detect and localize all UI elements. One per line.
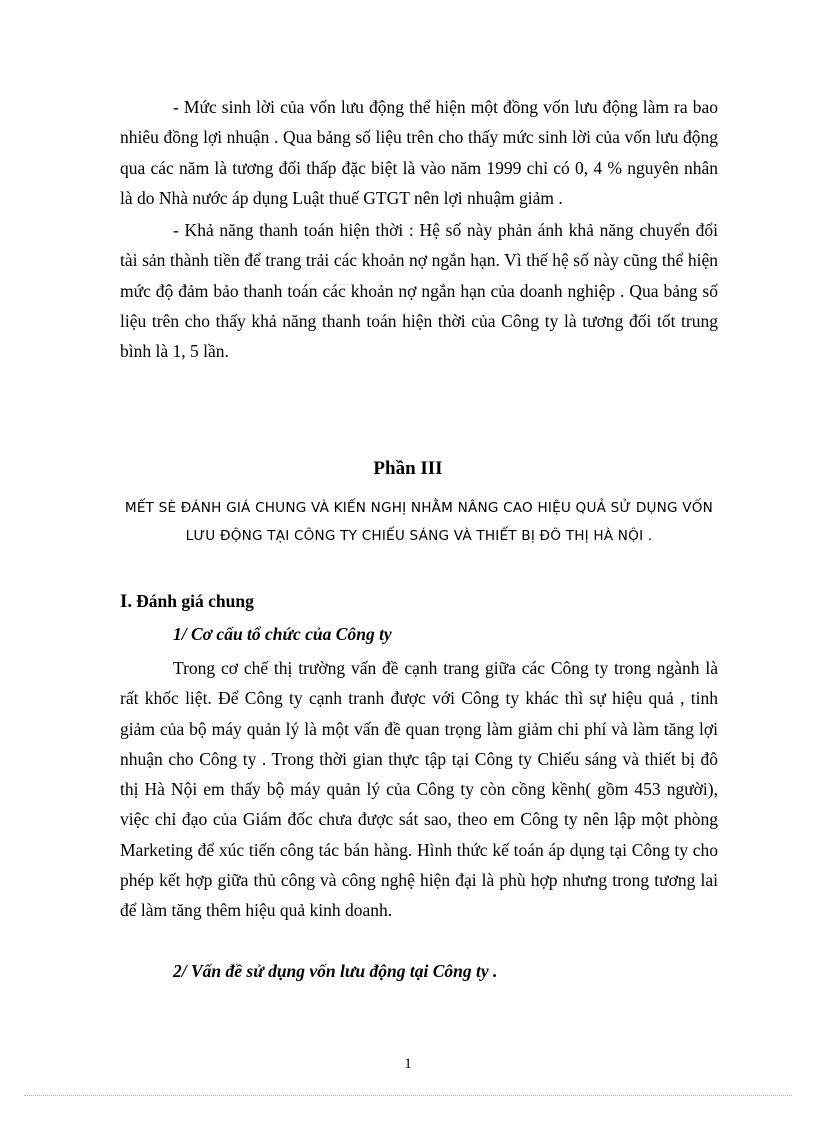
page-number: 1	[404, 1056, 412, 1072]
section-number: I.	[120, 591, 133, 612]
part-title: Phần III	[373, 458, 443, 479]
paragraph-working-capital-return: - Mức sinh lời của vốn lưu động thể hiện một đồng vốn lưu động làm ra bao nhiêu đồng lợi nhuận . Qua bảng số liệu trên cho thấy mức sinh lời của vốn lưu động qua các năm là tương đối thấp đặc biệt là vào năm 1999 chỉ có 0, 4 % nguyên nhân là do Nhà nước áp dụng Luật thuế GTGT nên lợi nhuậm giảm .	[120, 97, 718, 208]
section-title: Đánh giá chung	[136, 591, 254, 611]
subsection-1-body	[120, 653, 718, 926]
subsection-1-title: 1/ Cơ cấu tổ chức của Công ty	[173, 624, 392, 644]
paragraph-current-ratio: - Khả năng thanh toán hiện thời : Hệ số này phản ánh khả năng chuyển đổi tài sản thành tiền để trang trải các khoản nợ ngắn hạn. Vì thế hệ số này cũng thể hiện mức độ đảm bảo thanh toán các khoản nợ ngắn hạn của doanh nghiệp . Qua bảng số liệu trên cho thấy khả năng thanh toán hiện thời của Công ty là tương đối tốt trung bình là 1, 5 lần.	[120, 220, 718, 362]
paragraph-org-structure: Trong cơ chế thị trường vấn đề cạnh trang giữa các Công ty trong ngành là rất khốc liệt. Để Công ty cạnh tranh được với Công ty khác thì sự hiệu quả , tinh giảm của bộ máy quản lý là một vấn đề quan trọng làm giảm chi phí và làm tăng lợi nhuận cho Công ty . Trong thời gian thực tập tại Công ty Chiếu sáng và thiết bị đô thị Hà Nội em thấy bộ máy quản lý của Công ty còn cồng kềnh( gồm 453 người), việc chỉ đạo của Giám đốc chưa được sát sao, theo em Công ty nên lập một phòng Marketing để xúc tiến công tác bán hàng. Hình thức kế toán áp dụng tại Công ty cho phép kết hợp giữa thủ công và công nghệ hiện đại là phù hợp nhưng trong tương lai để làm tăng thêm hiệu quả kinh doanh.	[120, 658, 718, 921]
intro-paragraphs	[120, 92, 718, 367]
page-bottom-divider	[24, 1095, 792, 1096]
part-subtitle: MẾT SÈ ĐÁNH GIÁ CHUNG VÀ KIẾN NGHỊ NHẰM NÂNG CAO HIỆU QUẢ SỬ DỤNG VỐN LƯU ĐỘNG TẠI CÔNG TY CHIẾU SÁNG VÀ THIẾT BỊ ĐÔ THỊ HÀ NỘI .	[124, 500, 714, 544]
section-heading	[120, 586, 254, 617]
subsection-2-title: 2/ Vấn đề sử dụng vốn lưu động tại Công ty .	[173, 961, 498, 981]
